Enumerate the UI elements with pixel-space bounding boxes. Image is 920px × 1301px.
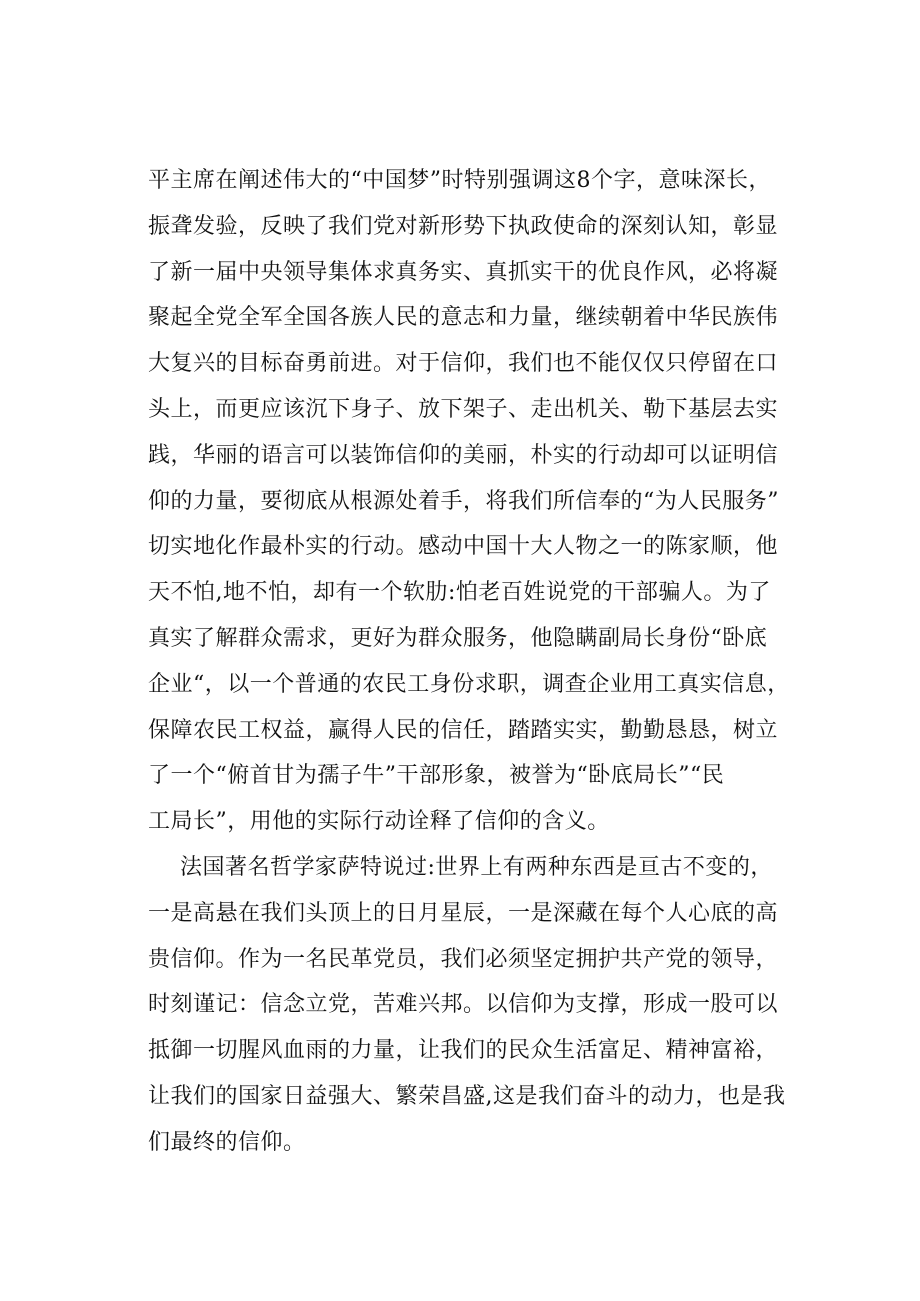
text-line: 了新一届中央领导集体求真务实、真抓实干的优良作风，必将凝: [148, 259, 779, 285]
text-line: 了一个“俯首甘为孺子牛”干部形象，被誉为“卧底局长”“民: [148, 763, 725, 789]
text-line: 们最终的信仰。: [148, 1129, 306, 1155]
text-line: 企业“，以一个普通的农民工身份求职，调查企业用工真实信息，: [148, 671, 790, 697]
text-line: 切实地化作最朴实的行动。感动中国十大人物之一的陈家顺，他: [148, 534, 779, 560]
text-line: 一是高悬在我们头顶上的日月星辰，一是深藏在每个人心底的高: [148, 900, 779, 926]
text-line: 工局长”，用他的实际行动诠释了信仰的含义。: [148, 809, 610, 835]
text-line: 贵信仰。作为一名民革党员，我们必须坚定拥护共产党的领导，: [148, 946, 779, 972]
paragraph-2: [148, 845, 828, 1166]
text-line: 天不怕,地不怕，却有一个软肋:怕老百姓说党的干部骗人。为了: [148, 580, 771, 606]
text-line: 法国著名哲学家萨特说过:世界上有两种东西是亘古不变的，: [180, 854, 773, 880]
text-line: 真实了解群众需求，更好为群众服务，他隐瞒副局长身份“卧底: [148, 625, 768, 651]
text-line: 头上，而更应该沉下身子、放下架子、走出机关、勒下基层去实: [148, 396, 779, 422]
text-line: 践，华丽的语言可以装饰信仰的美丽，朴实的行动却可以证明信: [148, 442, 779, 468]
text-line: 抵御一切腥风血雨的力量，让我们的民众生活富足、精神富裕，: [148, 1038, 779, 1064]
text-line: 振聋发验，反映了我们党对新形势下执政使命的深刻认知，彰显: [148, 213, 779, 239]
text-line: 聚起全党全军全国各族人民的意志和力量，继续朝着中华民族伟: [148, 305, 779, 331]
text-line: 保障农民工权益，赢得人民的信任，踏踏实实，勤勤恳恳，树立: [148, 717, 779, 743]
text-line: 仰的力量，要彻底从根源处着手，将我们所信奉的“为人民服务”: [148, 488, 779, 514]
text-line: 时刻谨记：信念立党，苦难兴邦。以信仰为支撑，形成一股可以: [148, 992, 779, 1018]
text-line: 大复兴的目标奋勇前进。对于信仰，我们也不能仅仅只停留在口: [148, 351, 779, 377]
body-text: [148, 158, 828, 1166]
text-line: 让我们的国家日益强大、繁荣昌盛,这是我们奋斗的动力，也是我: [148, 1083, 786, 1109]
text-line: 平主席在阐述伟大的“中国梦”时特别强调这8个字，意味深长，: [148, 168, 771, 193]
paragraph-1: [148, 158, 828, 845]
